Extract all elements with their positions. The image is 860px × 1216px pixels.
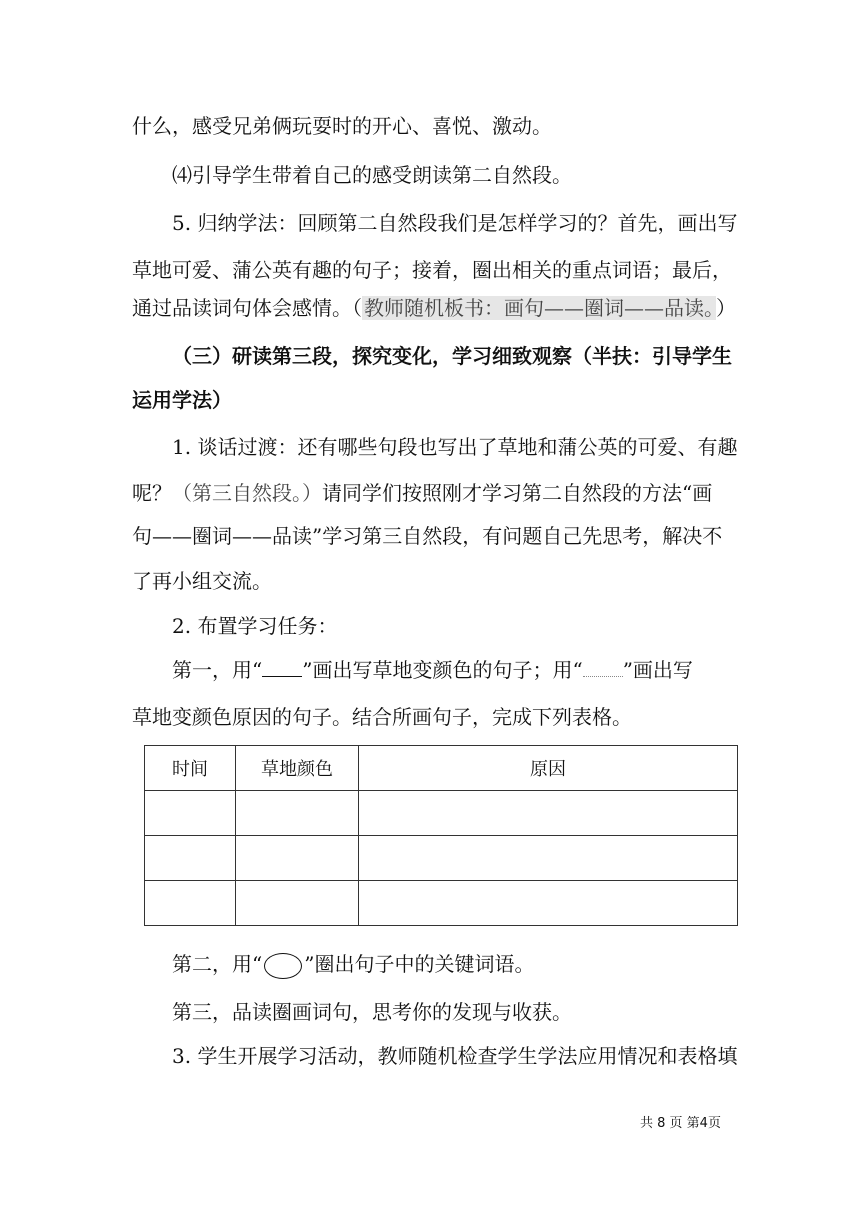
table-cell [359, 791, 738, 836]
answer-note: （第三自然段。） [172, 481, 322, 505]
paragraph-line: 了再小组交流。 [132, 569, 272, 593]
header-reason: 原因 [359, 746, 738, 791]
text-run: ”画出写草地变颜色的句子；用“ [302, 658, 583, 682]
paragraph-line [172, 950, 732, 979]
text-run: 第一，用“ [172, 658, 263, 682]
paragraph-line: 1. 谈话过渡：还有哪些句段也写出了草地和蒲公英的可爱、有趣 [172, 435, 738, 459]
table-cell [236, 836, 359, 881]
text-run: 呢？ [132, 481, 172, 505]
table-cell [236, 791, 359, 836]
table-cell [359, 881, 738, 926]
text-run: 请同学们按照刚才学习第二自然段的方法“画 [322, 481, 713, 505]
table-row [145, 881, 738, 926]
text-run: ”画出写 [622, 658, 693, 682]
table-header-row [145, 746, 738, 791]
paragraph-line: 5. 归纳学法：回顾第二自然段我们是怎样学习的？首先，画出写 [172, 211, 738, 235]
paragraph-line: ⑷引导学生带着自己的感受朗读第二自然段。 [172, 163, 572, 187]
table-cell [145, 836, 236, 881]
table-cell [359, 836, 738, 881]
text-run: ） [716, 296, 736, 320]
paragraph-line [132, 479, 732, 507]
table-cell [145, 791, 236, 836]
observation-table [144, 745, 738, 926]
wavy-underline-mark [583, 658, 623, 677]
circle-mark-icon [264, 953, 302, 979]
paragraph-line: 什么，感受兄弟俩玩耍时的开心、喜悦、激动。 [132, 114, 552, 138]
paragraph-line [172, 656, 732, 684]
blackboard-note: 教师随机板书：画句——圈词——品读。 [364, 296, 714, 320]
section-heading: （三）研读第三段，探究变化，学习细致观察（半扶：引导学生 [172, 344, 732, 368]
text-run: ”圈出句子中的关键词语。 [304, 952, 535, 976]
paragraph-line: 草地可爱、蒲公英有趣的句子；接着，圈出相关的重点词语；最后， [132, 258, 732, 282]
text-run: 第二，用“ [172, 952, 263, 976]
paragraph-line: 第三，品读圈画词句，思考你的发现与收获。 [172, 1000, 572, 1024]
header-time: 时间 [145, 746, 236, 791]
text-run: 通过品读词句体会感情。（ [132, 296, 362, 320]
header-grass-color: 草地颜色 [236, 746, 359, 791]
paragraph-line: 草地变颜色原因的句子。结合所画句子，完成下列表格。 [132, 705, 632, 729]
paragraph-line: 句——圈词——品读”学习第三自然段，有问题自己先思考，解决不 [132, 524, 723, 548]
paragraph-line: 3. 学生开展学习活动，教师随机检查学生学法应用情况和表格填 [172, 1044, 738, 1068]
table-cell [236, 881, 359, 926]
table-row [145, 791, 738, 836]
section-heading: 运用学法） [132, 388, 232, 412]
paragraph-line: 2. 布置学习任务： [172, 614, 338, 638]
paragraph-line [132, 294, 736, 322]
page-footer: 共 8 页 第4页 [640, 1116, 721, 1131]
straight-underline-mark [262, 658, 302, 677]
table-cell [145, 881, 236, 926]
table-row [145, 836, 738, 881]
